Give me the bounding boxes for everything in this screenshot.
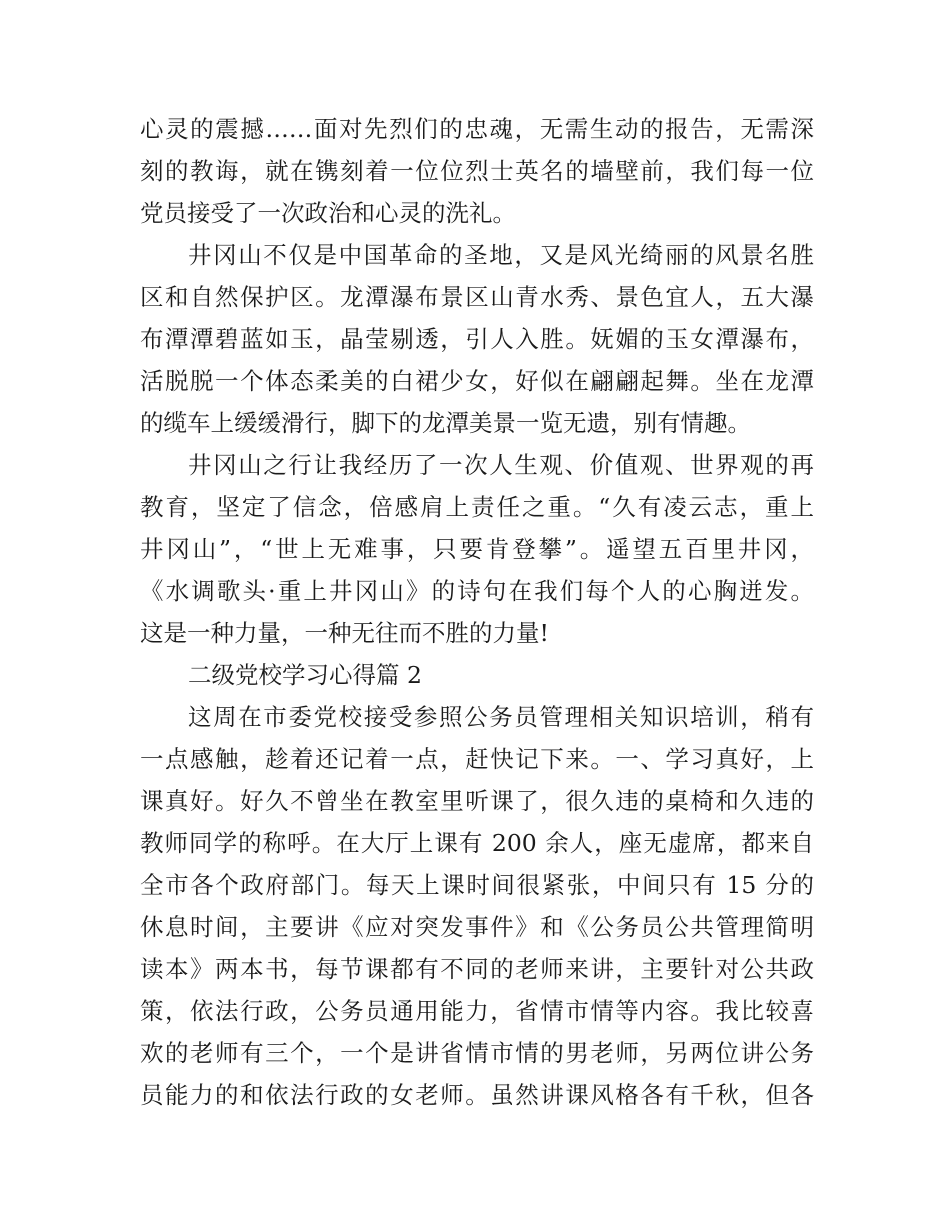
- paragraph-2-line-4: 活脱脱一个体态柔美的白裙少女，好似在翩翩起舞。坐在龙潭: [140, 367, 814, 395]
- paragraph-5-line-5: 全市各个政府部门。每天上课时间很紧张，中间只有 15 分的: [140, 871, 814, 899]
- paragraph-2-line-3: 布潭潭碧蓝如玉，晶莹剔透，引人入胜。妩媚的玉女潭瀑布，: [140, 325, 814, 353]
- paragraph-3-line-3: 井冈山”，“世上无难事，只要肯登攀”。遥望五百里井冈，: [140, 535, 814, 563]
- paragraph-5-line-6: 休息时间，主要讲《应对突发事件》和《公务员公共管理简明: [140, 913, 814, 941]
- paragraph-2-line-2: 区和自然保护区。龙潭瀑布景区山青水秀、景色宜人，五大瀑: [140, 283, 814, 311]
- paragraph-5-line-2: 一点感触，趁着还记着一点，赶快记下来。一、学习真好，上: [140, 745, 814, 773]
- paragraph-2-line-1: 井冈山不仅是中国革命的圣地，又是风光绮丽的风景名胜: [188, 241, 814, 269]
- paragraph-5-line-9: 欢的老师有三个，一个是讲省情市情的男老师，另两位讲公务: [140, 1039, 814, 1067]
- paragraph-5-line-1: 这周在市委党校接受参照公务员管理相关知识培训，稍有: [188, 703, 814, 731]
- paragraph-3-line-2: 教育，坚定了信念，倍感肩上责任之重。“久有凌云志，重上: [140, 493, 814, 521]
- paragraph-5-line-8: 策，依法行政，公务员通用能力，省情市情等内容。我比较喜: [140, 997, 814, 1025]
- section-heading: 二级党校学习心得篇 2: [188, 661, 422, 689]
- paragraph-5-line-7: 读本》两本书，每节课都有不同的老师来讲，主要针对公共政: [140, 955, 814, 983]
- document-body: [140, 108, 814, 1116]
- paragraph-1-line-1: 心灵的震撼……面对先烈们的忠魂，无需生动的报告，无需深: [140, 115, 814, 143]
- paragraph-1-line-2: 刻的教诲，就在镌刻着一位位烈士英名的墙壁前，我们每一位: [140, 157, 814, 185]
- paragraph-2-line-5: 的缆车上缓缓滑行，脚下的龙潭美景一览无遗，别有情趣。: [140, 409, 751, 437]
- paragraph-3-line-4: 《水调歌头·重上井冈山》的诗句在我们每个人的心胸迸发。: [140, 577, 814, 605]
- paragraph-3-line-1: 井冈山之行让我经历了一次人生观、价值观、世界观的再: [188, 451, 814, 479]
- paragraph-5-line-4: 教师同学的称呼。在大厅上课有 200 余人，座无虚席，都来自: [140, 829, 814, 857]
- paragraph-5-line-3: 课真好。好久不曾坐在教室里听课了，很久违的桌椅和久违的: [140, 787, 814, 815]
- paragraph-1-line-3: 党员接受了一次政治和心灵的洗礼。: [140, 199, 516, 227]
- paragraph-5-line-10: 员能力的和依法行政的女老师。虽然讲课风格各有千秋，但各: [140, 1081, 814, 1109]
- paragraph-3-line-5: 这是一种力量，一种无往而不胜的力量!: [140, 619, 549, 647]
